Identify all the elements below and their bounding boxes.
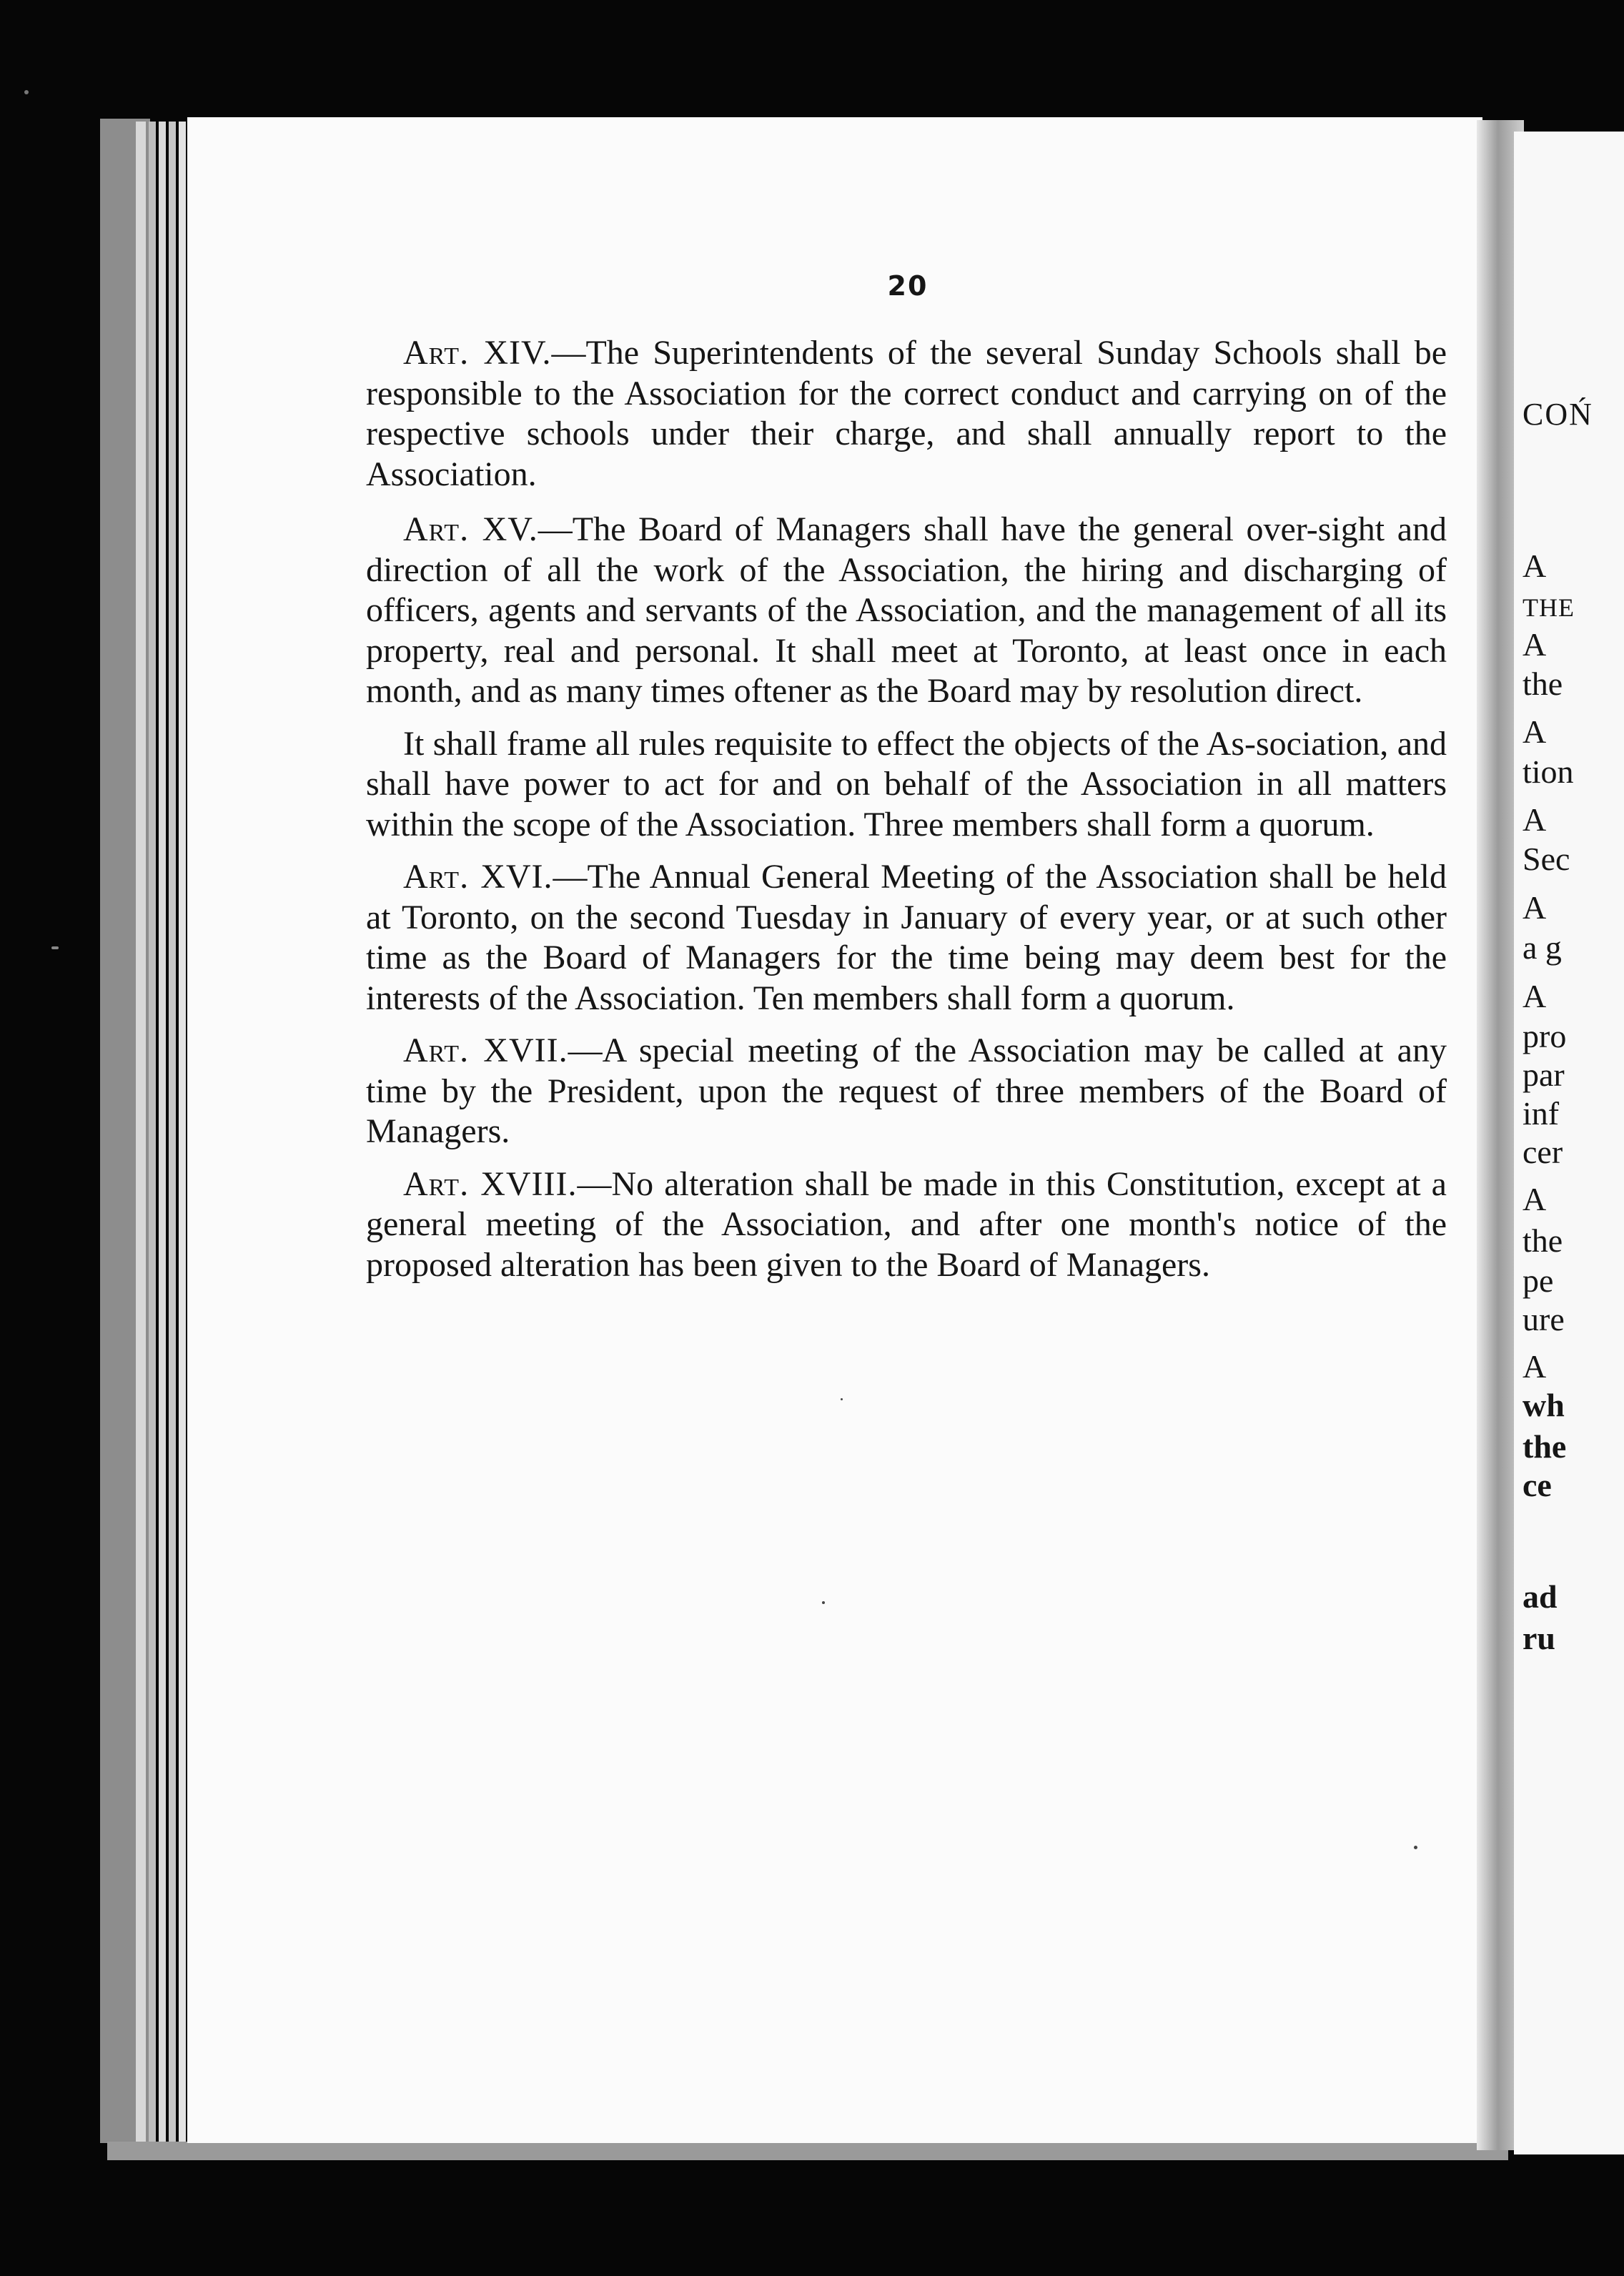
paper-speck: [841, 1398, 843, 1400]
paper-speck: [1414, 1846, 1417, 1849]
scan-speck: [24, 90, 29, 94]
article-text: —A special meeting of the Association may be called at any time by the President, upon the request of three members of the Board of Managers.: [366, 1031, 1447, 1150]
right-page-fragment: wh: [1522, 1387, 1565, 1423]
right-page-fragment: A: [1522, 1348, 1547, 1385]
right-page-fragment: A: [1522, 713, 1547, 750]
right-page-fragment: A: [1522, 889, 1547, 926]
right-page-fragment: A: [1522, 548, 1547, 584]
right-page-fragment: par: [1522, 1057, 1565, 1093]
right-page-fragment: THE: [1522, 593, 1575, 622]
right-page-fragment: inf: [1522, 1095, 1560, 1132]
right-page-fragment: ad: [1522, 1578, 1558, 1615]
article-label: Art. XVII.: [403, 1031, 568, 1069]
paper-speck: [822, 1601, 825, 1604]
page-stack-edge: [169, 122, 176, 2144]
right-page-fragment: ure: [1522, 1301, 1565, 1337]
right-page-fragment: the: [1522, 666, 1563, 702]
article-label: Art. XVI.: [403, 858, 553, 896]
right-page-fragment: Sec: [1522, 841, 1570, 877]
right-page-fragment: ru: [1522, 1620, 1555, 1656]
article-xv-continuation: [366, 724, 1447, 846]
right-page-fragment: A: [1522, 626, 1547, 663]
right-page-fragment: A: [1522, 978, 1547, 1014]
article-text: It shall frame all rules requisite to effect the objects of the As-sociation, and shall have power to act for and on behalf of the Association in all matters within the scope of the Association. Three members shall form a quorum.: [366, 724, 1447, 843]
right-page-fragment: the: [1522, 1222, 1563, 1259]
right-page-fragment: A: [1522, 1181, 1547, 1217]
right-page-fragment: ce: [1522, 1467, 1552, 1503]
article-text: —The Board of Managers shall have the general over-sight and direction of all the work of the Association, the hiring and discharging of officers, agents and servants of the Association, and the management of all its property, real and personal. It shall meet at Toronto, at least once in each month, and as many times oftener as the Board may by resolution direct.: [366, 510, 1447, 710]
right-page-heading-fragment: COŃ: [1522, 397, 1593, 432]
page-stack-edge: [136, 122, 146, 2144]
article-xv: [366, 510, 1447, 712]
article-text: —The Annual General Meeting of the Association shall be held at Toronto, on the second Tuesday in January of every year, or at such other time as the Board of Managers for the time being may deem best for the interests of the Association. Ten members shall form a quorum.: [366, 858, 1447, 1017]
right-page: [1514, 132, 1624, 2154]
right-page-fragment: pro: [1522, 1018, 1567, 1054]
right-page-fragment: cer: [1522, 1134, 1563, 1170]
right-page-fragment: A: [1522, 801, 1547, 838]
scan-speck: [51, 946, 59, 949]
page-stack-edge: [179, 122, 186, 2144]
article-label: Art. XIV.: [403, 334, 552, 372]
article-text: —No alteration shall be made in this Constitution, except at a general meeting of the Association, and after one month's notice of the proposed alteration has been given to the Board of Managers.: [366, 1164, 1447, 1284]
right-page-fragment: the: [1522, 1428, 1567, 1465]
article-text: —The Superintendents of the several Sunday Schools shall be responsible to the Association for the correct conduct and carrying on of the respective schools under their charge, and shall annually report to the Association.: [366, 334, 1447, 493]
constitution-articles: [366, 333, 1447, 1297]
page-stack-edge: [159, 122, 166, 2144]
page-number: 20: [887, 270, 929, 302]
article-xviii: [366, 1164, 1447, 1286]
right-page-fragment: a g: [1522, 929, 1562, 966]
article-xvii: [366, 1031, 1447, 1152]
article-xiv: [366, 333, 1447, 495]
right-page-fragment: tion: [1522, 753, 1574, 790]
right-page-fragment: pe: [1522, 1262, 1554, 1299]
page-stack-edge: [149, 122, 156, 2144]
article-label: Art. XVIII.: [403, 1164, 578, 1203]
book-edge-bottom: [107, 2142, 1508, 2160]
article-label: Art. XV.: [403, 510, 538, 548]
article-xvi: [366, 857, 1447, 1019]
